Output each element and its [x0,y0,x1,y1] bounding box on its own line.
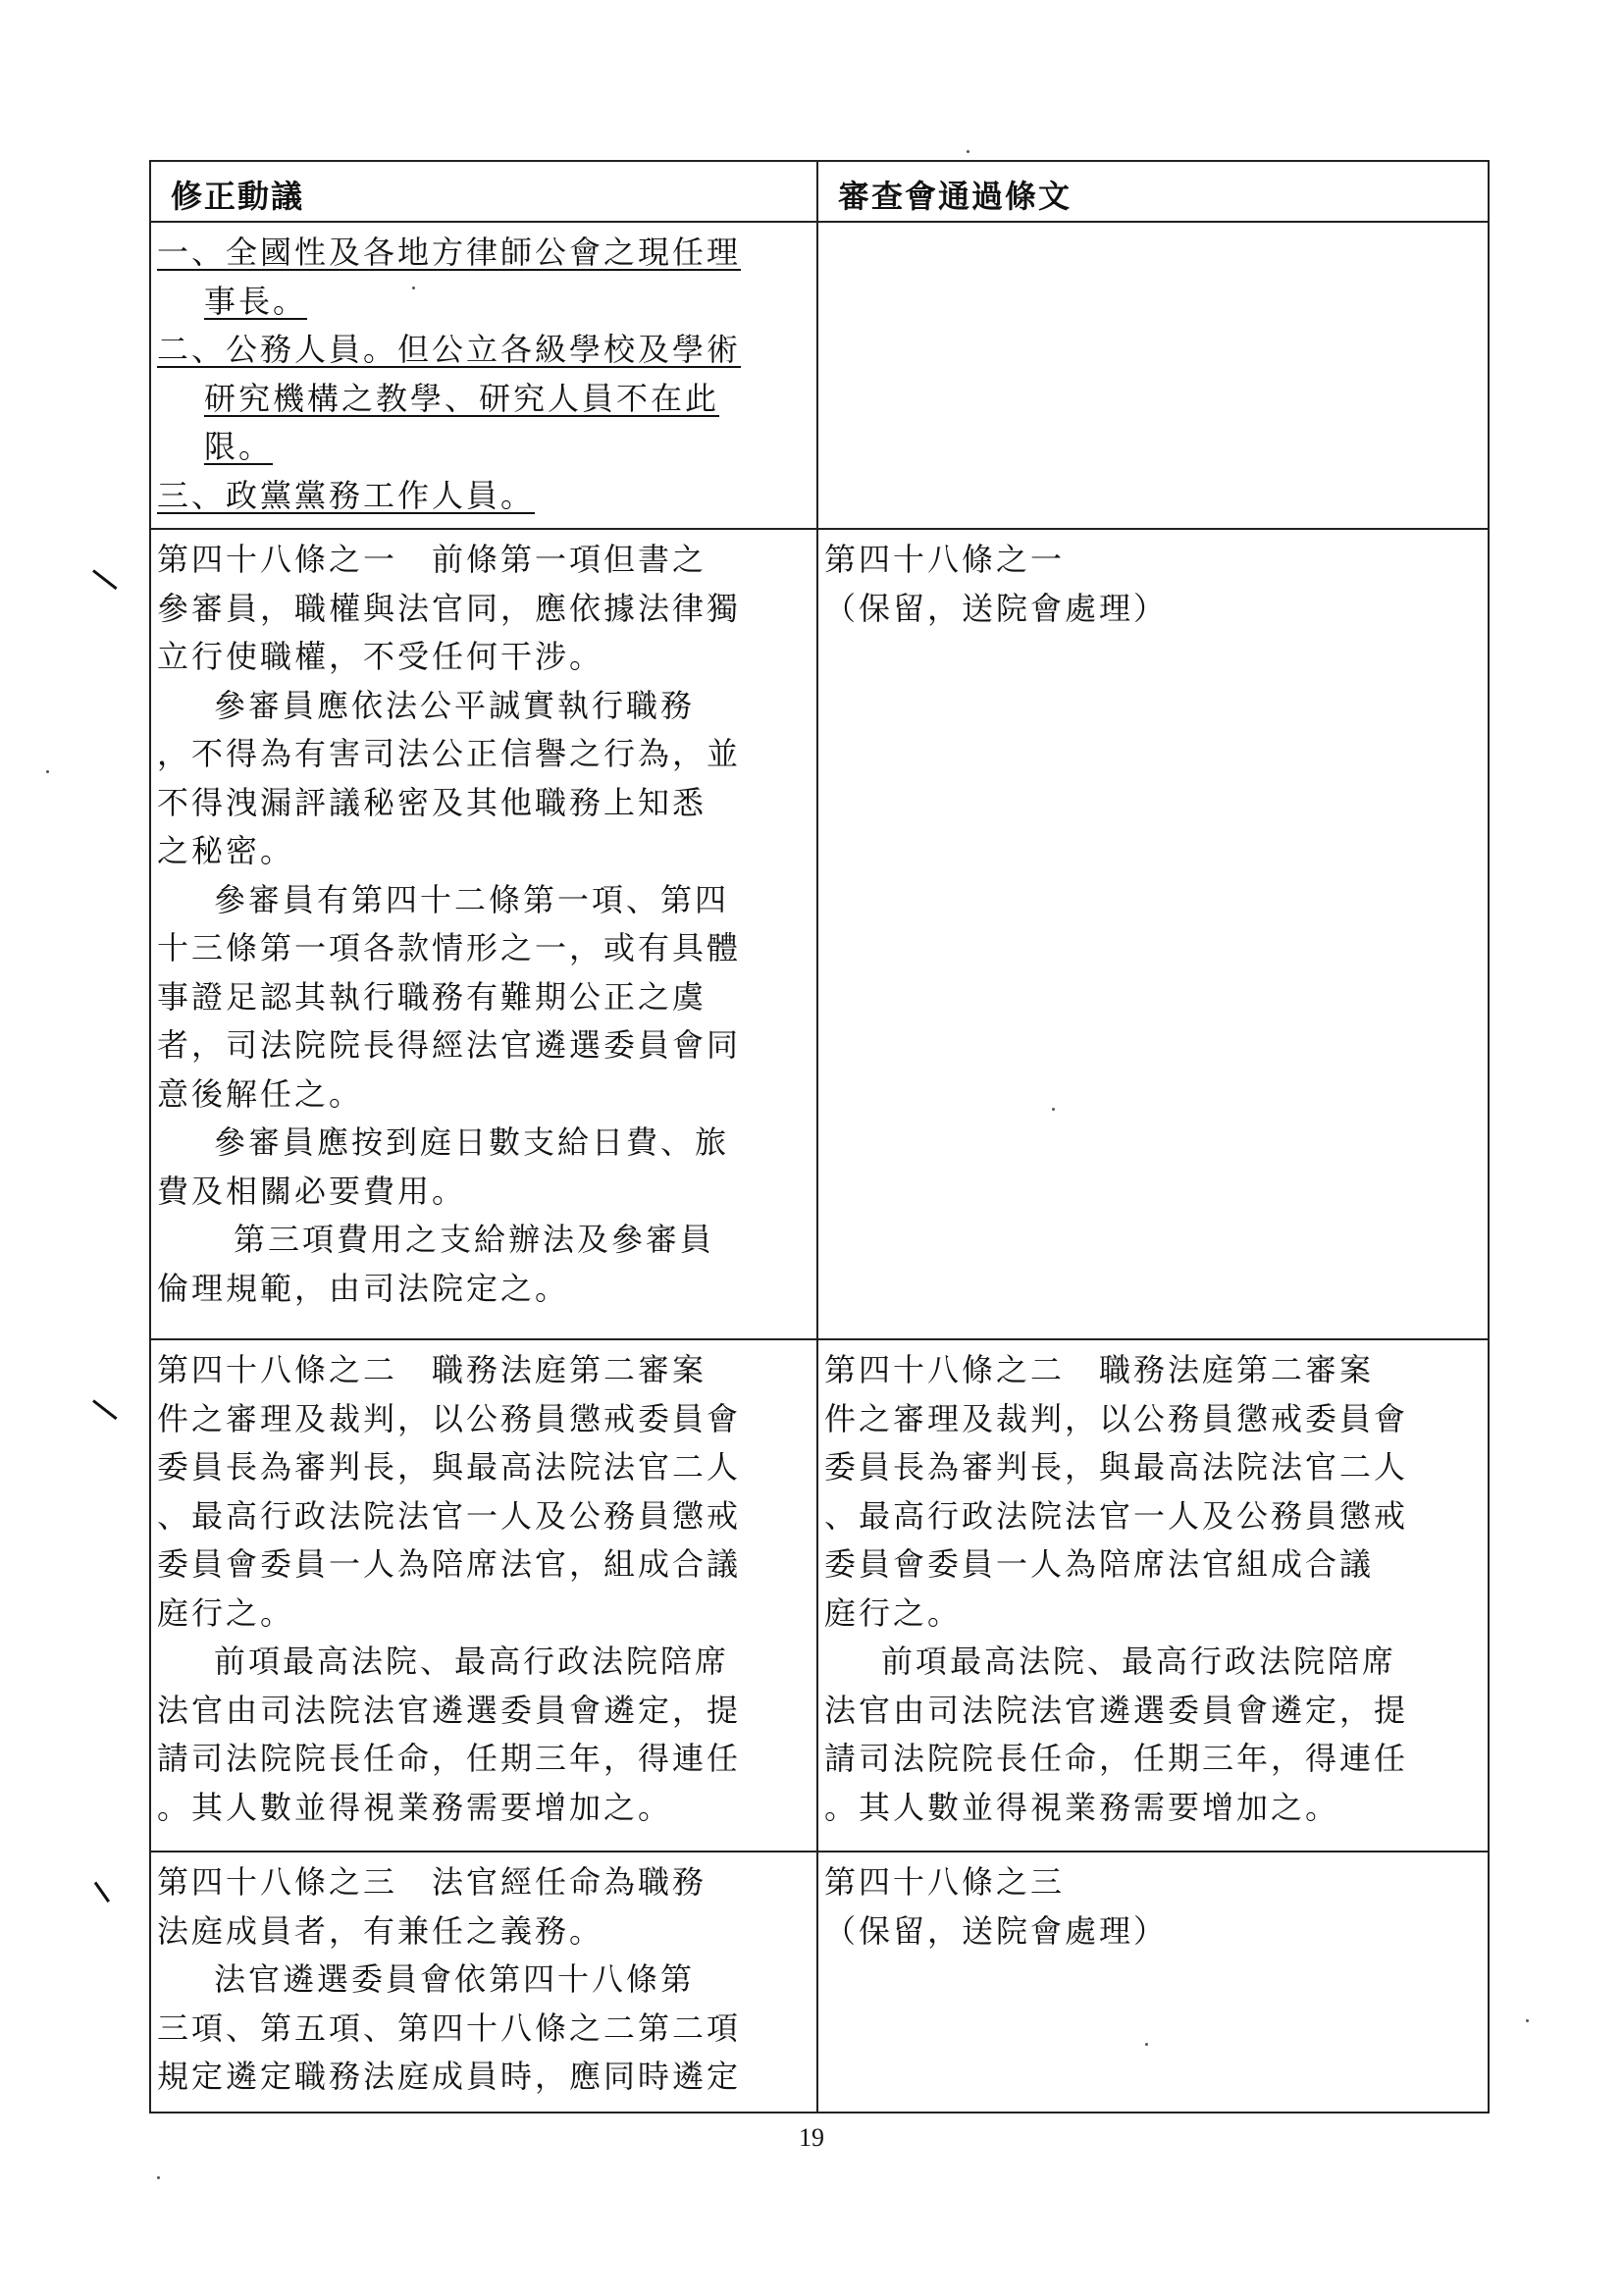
column-title-committee-text: 審查會通過條文 [838,178,1073,215]
text-line: 者，司法院院長得經法官遴選委員會同 [157,1026,742,1064]
text-line: 倫理規範，由司法院定之。 [157,1269,570,1307]
text-line: 不得洩漏評議秘密及其他職務上知悉 [157,783,707,821]
amendment-cell [150,529,817,1339]
text-line: 第四十八條之二 職務法庭第二審案 [824,1351,1375,1388]
text-line: 研究機構之教學、研究人員不在此 [204,379,720,417]
text-line: 第四十八條之二 職務法庭第二審案 [157,1351,707,1388]
text-line: 法官由司法院法官遴選委員會遴定，提 [824,1691,1409,1729]
text-line: 庭行之。 [824,1593,963,1632]
text-line: 請司法院院長任命，任期三年，得連任 [157,1740,742,1777]
text-line: 參審員有第四十二條第一項、第四 [214,880,730,918]
text-line: 件之審理及裁判，以公務員懲戒委員會 [157,1399,742,1437]
text-line: 前項最高法院、最高行政法院陪席 [881,1643,1397,1680]
text-line: （保留，送院會處理） [824,589,1169,627]
amendment-cell [150,222,817,529]
margin-check-mark [94,1882,110,1903]
text-line: 立行使職權，不受任何干涉。 [157,638,604,675]
text-line: 第四十八條之一 [824,541,1066,578]
text-line: 第四十八條之一 前條第一項但書之 [157,541,707,578]
text-line: 、最高行政法院法官一人及公務員懲戒 [157,1496,742,1535]
column-title-amendment: 修正動議 [171,178,305,215]
text-line: 二、公務人員。但公立各級學校及學術 [157,331,742,368]
text-line: ，不得為有害司法公正信譽之行為，並 [157,735,742,772]
text-line: 三、政黨黨務工作人員。 [157,476,536,514]
text-line: 規定遴定職務法庭成員時，應同時遴定 [157,2058,742,2095]
text-line: 委員會委員一人為陪席法官組成合議 [824,1545,1375,1583]
text-line: 委員會委員一人為陪席法官，組成合議 [157,1545,742,1583]
table-row [150,222,1489,529]
text-line: （保留，送院會處理） [824,1911,1169,1950]
table-header-row [150,161,1489,222]
text-line: 一、全國性及各地方律師公會之現任理 [157,234,742,271]
margin-check-mark [92,569,117,590]
text-line: 、最高行政法院法官一人及公務員懲戒 [824,1496,1409,1535]
text-line: 三項、第五項、第四十八條之二第二項 [157,2009,742,2047]
scan-speck [1526,2019,1529,2022]
header-cell-amendment [150,161,817,222]
text-line: 委員長為審判長，與最高法院法官二人 [824,1448,1409,1486]
text-line: 參審員應依法公平誠實執行職務 [214,686,696,724]
text-line: 第三項費用之支給辦法及參審員 [234,1221,715,1258]
comparison-table [149,160,1490,2113]
text-line: 事長。 [204,282,308,320]
text-line: 。其人數並得視業務需要增加之。 [157,1788,673,1826]
page-number: 19 [799,2123,824,2152]
committee-text-cell [817,222,1489,529]
text-line: 之秘密。 [157,832,295,869]
text-line: 請司法院院長任命，任期三年，得連任 [824,1740,1409,1777]
text-line: 意後解任之。 [157,1074,364,1113]
table-row [150,1339,1489,1852]
text-line: 限。 [204,428,274,465]
text-line: 事證足認其執行職務有難期公正之虞 [157,977,707,1016]
table-row [150,529,1489,1339]
text-line: 。其人數並得視業務需要增加之。 [824,1788,1340,1826]
text-line: 參審員應按到庭日數支給日費、旅 [214,1123,730,1161]
text-line: 庭行之。 [157,1593,295,1632]
text-line: 十三條第一項各款情形之一，或有具體 [157,929,742,966]
committee-text-cell [817,1339,1489,1852]
header-cell-committee-text [817,161,1489,222]
text-line: 件之審理及裁判，以公務員懲戒委員會 [824,1399,1409,1437]
text-line: 法官遴選委員會依第四十八條第 [214,1960,696,1998]
scan-speck [157,2176,160,2179]
committee-text-cell [817,1852,1489,2113]
text-line: 第四十八條之三 [824,1863,1066,1901]
amendment-cell [150,1339,817,1852]
text-line: 第四十八條之三 法官經任命為職務 [157,1863,707,1901]
committee-text-cell [817,529,1489,1339]
scan-speck [46,770,49,773]
scan-speck [967,150,969,153]
amendment-cell [150,1852,817,2113]
text-line: 法庭成員者，有兼任之義務。 [157,1911,604,1950]
table-row [150,1852,1489,2113]
text-line: 費及相關必要費用。 [157,1172,467,1210]
text-line: 前項最高法院、最高行政法院陪席 [214,1643,730,1680]
text-line: 參審員，職權與法官同，應依據法律獨 [157,589,742,627]
text-line: 委員長為審判長，與最高法院法官二人 [157,1448,742,1486]
margin-check-mark [92,1399,117,1420]
text-line: 法官由司法院法官遴選委員會遴定，提 [157,1691,742,1729]
